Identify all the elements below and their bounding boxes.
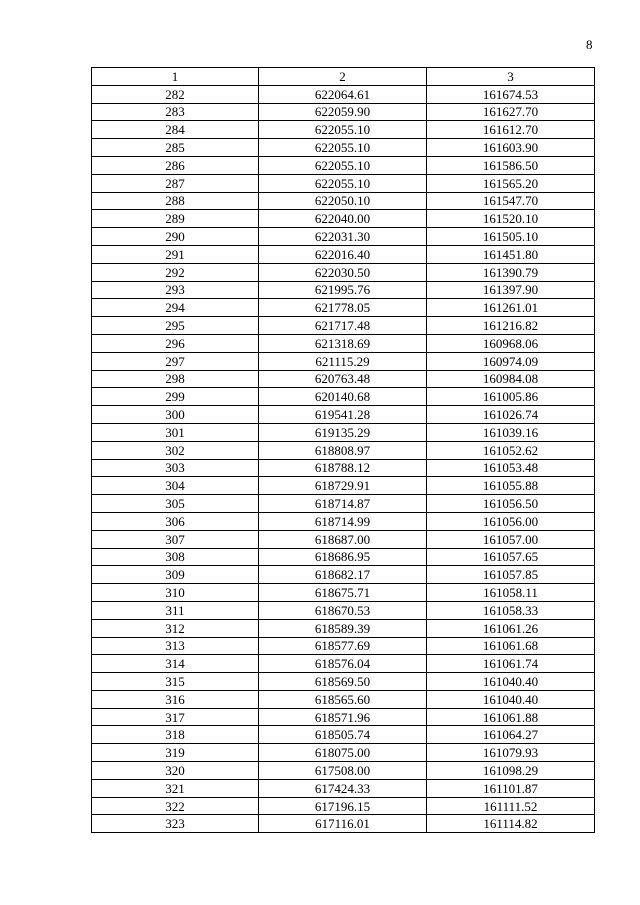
y-coordinate-cell: 161026.74 xyxy=(427,406,595,424)
table-row xyxy=(92,192,595,210)
table-row xyxy=(92,779,595,797)
table-row xyxy=(92,655,595,673)
x-coordinate-cell: 618675.71 xyxy=(259,584,427,602)
table-row xyxy=(92,619,595,637)
x-coordinate-cell: 618565.60 xyxy=(259,690,427,708)
point-number-cell: 284 xyxy=(92,121,259,139)
table-row xyxy=(92,156,595,174)
x-coordinate-cell: 621318.69 xyxy=(259,334,427,352)
table-header-row xyxy=(92,68,595,86)
point-number-cell: 312 xyxy=(92,619,259,637)
table-row xyxy=(92,334,595,352)
x-coordinate-cell: 618714.99 xyxy=(259,512,427,530)
table-row xyxy=(92,601,595,619)
y-coordinate-cell: 161547.70 xyxy=(427,192,595,210)
x-coordinate-cell: 618686.95 xyxy=(259,548,427,566)
point-number-cell: 302 xyxy=(92,441,259,459)
table-row xyxy=(92,530,595,548)
table-row xyxy=(92,174,595,192)
y-coordinate-cell: 161005.86 xyxy=(427,388,595,406)
x-coordinate-cell: 622055.10 xyxy=(259,174,427,192)
point-number-cell: 317 xyxy=(92,708,259,726)
coordinates-table xyxy=(91,67,595,833)
point-number-cell: 287 xyxy=(92,174,259,192)
x-coordinate-cell: 619135.29 xyxy=(259,423,427,441)
x-coordinate-cell: 617116.01 xyxy=(259,815,427,833)
y-coordinate-cell: 161058.33 xyxy=(427,601,595,619)
x-coordinate-cell: 618075.00 xyxy=(259,744,427,762)
x-coordinate-cell: 622055.10 xyxy=(259,121,427,139)
x-coordinate-cell: 622031.30 xyxy=(259,228,427,246)
point-number-cell: 315 xyxy=(92,673,259,691)
table-row xyxy=(92,441,595,459)
y-coordinate-cell: 161057.65 xyxy=(427,548,595,566)
y-coordinate-cell: 161040.40 xyxy=(427,673,595,691)
table-row xyxy=(92,299,595,317)
point-number-cell: 311 xyxy=(92,601,259,619)
table-row xyxy=(92,726,595,744)
point-number-cell: 316 xyxy=(92,690,259,708)
x-coordinate-cell: 620763.48 xyxy=(259,370,427,388)
point-number-cell: 298 xyxy=(92,370,259,388)
y-coordinate-cell: 161056.00 xyxy=(427,512,595,530)
point-number-cell: 282 xyxy=(92,85,259,103)
y-coordinate-cell: 161040.40 xyxy=(427,690,595,708)
point-number-cell: 304 xyxy=(92,477,259,495)
y-coordinate-cell: 161114.82 xyxy=(427,815,595,833)
table-row xyxy=(92,495,595,513)
column-header-3: 3 xyxy=(427,68,595,86)
point-number-cell: 291 xyxy=(92,245,259,263)
table-row xyxy=(92,566,595,584)
x-coordinate-cell: 620140.68 xyxy=(259,388,427,406)
point-number-cell: 292 xyxy=(92,263,259,281)
x-coordinate-cell: 621717.48 xyxy=(259,317,427,335)
point-number-cell: 320 xyxy=(92,762,259,780)
table-row xyxy=(92,263,595,281)
x-coordinate-cell: 622059.90 xyxy=(259,103,427,121)
table-row xyxy=(92,370,595,388)
x-coordinate-cell: 618788.12 xyxy=(259,459,427,477)
point-number-cell: 295 xyxy=(92,317,259,335)
table-row xyxy=(92,744,595,762)
point-number-cell: 297 xyxy=(92,352,259,370)
y-coordinate-cell: 161674.53 xyxy=(427,85,595,103)
y-coordinate-cell: 161520.10 xyxy=(427,210,595,228)
column-header-1: 1 xyxy=(92,68,259,86)
y-coordinate-cell: 161261.01 xyxy=(427,299,595,317)
point-number-cell: 293 xyxy=(92,281,259,299)
point-number-cell: 314 xyxy=(92,655,259,673)
table-row xyxy=(92,388,595,406)
point-number-cell: 296 xyxy=(92,334,259,352)
point-number-cell: 313 xyxy=(92,637,259,655)
point-number-cell: 323 xyxy=(92,815,259,833)
point-number-cell: 300 xyxy=(92,406,259,424)
table-row xyxy=(92,708,595,726)
point-number-cell: 288 xyxy=(92,192,259,210)
point-number-cell: 310 xyxy=(92,584,259,602)
point-number-cell: 319 xyxy=(92,744,259,762)
x-coordinate-cell: 622064.61 xyxy=(259,85,427,103)
x-coordinate-cell: 619541.28 xyxy=(259,406,427,424)
table-row xyxy=(92,512,595,530)
page-number: 8 xyxy=(586,37,593,52)
point-number-cell: 321 xyxy=(92,779,259,797)
x-coordinate-cell: 621115.29 xyxy=(259,352,427,370)
table-row xyxy=(92,228,595,246)
y-coordinate-cell: 161056.50 xyxy=(427,495,595,513)
x-coordinate-cell: 622050.10 xyxy=(259,192,427,210)
table-row xyxy=(92,245,595,263)
y-coordinate-cell: 161612.70 xyxy=(427,121,595,139)
x-coordinate-cell: 622040.00 xyxy=(259,210,427,228)
point-number-cell: 318 xyxy=(92,726,259,744)
table-row xyxy=(92,103,595,121)
point-number-cell: 283 xyxy=(92,103,259,121)
y-coordinate-cell: 160974.09 xyxy=(427,352,595,370)
x-coordinate-cell: 618714.87 xyxy=(259,495,427,513)
table-row xyxy=(92,762,595,780)
x-coordinate-cell: 618729.91 xyxy=(259,477,427,495)
y-coordinate-cell: 161064.27 xyxy=(427,726,595,744)
x-coordinate-cell: 618808.97 xyxy=(259,441,427,459)
x-coordinate-cell: 618682.17 xyxy=(259,566,427,584)
point-number-cell: 289 xyxy=(92,210,259,228)
y-coordinate-cell: 161390.79 xyxy=(427,263,595,281)
y-coordinate-cell: 161039.16 xyxy=(427,423,595,441)
y-coordinate-cell: 161055.88 xyxy=(427,477,595,495)
y-coordinate-cell: 161397.90 xyxy=(427,281,595,299)
point-number-cell: 309 xyxy=(92,566,259,584)
x-coordinate-cell: 621778.05 xyxy=(259,299,427,317)
x-coordinate-cell: 621995.76 xyxy=(259,281,427,299)
y-coordinate-cell: 161603.90 xyxy=(427,139,595,157)
y-coordinate-cell: 161216.82 xyxy=(427,317,595,335)
table-row xyxy=(92,690,595,708)
table-row xyxy=(92,477,595,495)
x-coordinate-cell: 618670.53 xyxy=(259,601,427,619)
table-row xyxy=(92,423,595,441)
table-row xyxy=(92,352,595,370)
x-coordinate-cell: 617508.00 xyxy=(259,762,427,780)
y-coordinate-cell: 161079.93 xyxy=(427,744,595,762)
y-coordinate-cell: 160968.06 xyxy=(427,334,595,352)
y-coordinate-cell: 161098.29 xyxy=(427,762,595,780)
y-coordinate-cell: 161061.26 xyxy=(427,619,595,637)
y-coordinate-cell: 161058.11 xyxy=(427,584,595,602)
point-number-cell: 303 xyxy=(92,459,259,477)
x-coordinate-cell: 618569.50 xyxy=(259,673,427,691)
x-coordinate-cell: 617424.33 xyxy=(259,779,427,797)
point-number-cell: 307 xyxy=(92,530,259,548)
point-number-cell: 286 xyxy=(92,156,259,174)
point-number-cell: 290 xyxy=(92,228,259,246)
point-number-cell: 322 xyxy=(92,797,259,815)
table-row xyxy=(92,637,595,655)
x-coordinate-cell: 618576.04 xyxy=(259,655,427,673)
y-coordinate-cell: 161451.80 xyxy=(427,245,595,263)
table-row xyxy=(92,139,595,157)
y-coordinate-cell: 161101.87 xyxy=(427,779,595,797)
point-number-cell: 294 xyxy=(92,299,259,317)
x-coordinate-cell: 618589.39 xyxy=(259,619,427,637)
y-coordinate-cell: 161565.20 xyxy=(427,174,595,192)
table-row xyxy=(92,673,595,691)
y-coordinate-cell: 160984.08 xyxy=(427,370,595,388)
table-row xyxy=(92,459,595,477)
table-body xyxy=(92,85,595,832)
y-coordinate-cell: 161586.50 xyxy=(427,156,595,174)
point-number-cell: 285 xyxy=(92,139,259,157)
column-header-2: 2 xyxy=(259,68,427,86)
x-coordinate-cell: 617196.15 xyxy=(259,797,427,815)
table-row xyxy=(92,797,595,815)
table-row xyxy=(92,584,595,602)
table-row xyxy=(92,85,595,103)
x-coordinate-cell: 622030.50 xyxy=(259,263,427,281)
y-coordinate-cell: 161061.88 xyxy=(427,708,595,726)
x-coordinate-cell: 622016.40 xyxy=(259,245,427,263)
y-coordinate-cell: 161057.00 xyxy=(427,530,595,548)
table-row xyxy=(92,210,595,228)
y-coordinate-cell: 161053.48 xyxy=(427,459,595,477)
table-row xyxy=(92,317,595,335)
point-number-cell: 305 xyxy=(92,495,259,513)
x-coordinate-cell: 618577.69 xyxy=(259,637,427,655)
x-coordinate-cell: 618687.00 xyxy=(259,530,427,548)
y-coordinate-cell: 161061.68 xyxy=(427,637,595,655)
y-coordinate-cell: 161057.85 xyxy=(427,566,595,584)
point-number-cell: 306 xyxy=(92,512,259,530)
y-coordinate-cell: 161061.74 xyxy=(427,655,595,673)
table-row xyxy=(92,406,595,424)
y-coordinate-cell: 161111.52 xyxy=(427,797,595,815)
table-row xyxy=(92,548,595,566)
x-coordinate-cell: 622055.10 xyxy=(259,139,427,157)
point-number-cell: 299 xyxy=(92,388,259,406)
point-number-cell: 308 xyxy=(92,548,259,566)
x-coordinate-cell: 618571.96 xyxy=(259,708,427,726)
x-coordinate-cell: 622055.10 xyxy=(259,156,427,174)
y-coordinate-cell: 161505.10 xyxy=(427,228,595,246)
table-row xyxy=(92,815,595,833)
point-number-cell: 301 xyxy=(92,423,259,441)
table-row xyxy=(92,281,595,299)
y-coordinate-cell: 161052.62 xyxy=(427,441,595,459)
x-coordinate-cell: 618505.74 xyxy=(259,726,427,744)
y-coordinate-cell: 161627.70 xyxy=(427,103,595,121)
table-row xyxy=(92,121,595,139)
